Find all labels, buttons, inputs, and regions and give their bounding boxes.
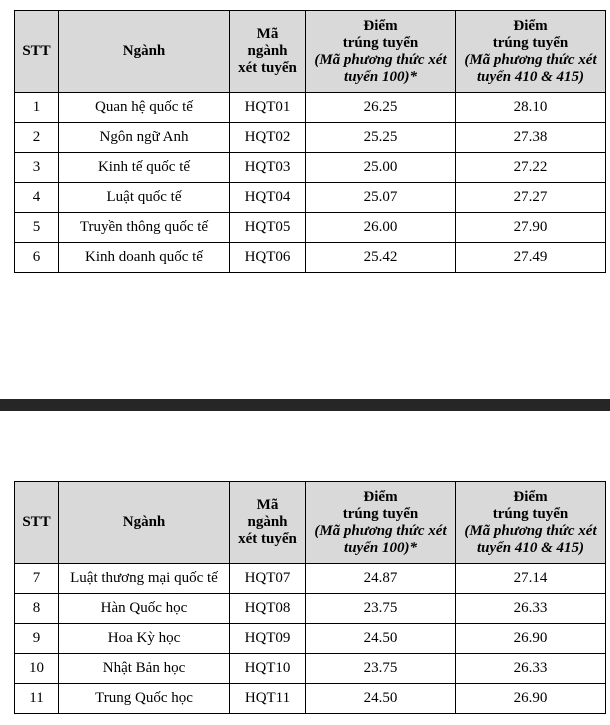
cell-diem-100: 23.75: [306, 594, 456, 624]
table-body-2: [15, 564, 606, 714]
cell-ma-nganh: HQT04: [230, 183, 306, 213]
cell-stt: 2: [15, 123, 59, 153]
cell-diem-100: 24.87: [306, 564, 456, 594]
cell-stt: 11: [15, 684, 59, 714]
cell-stt: 1: [15, 93, 59, 123]
table-body-1: [15, 93, 606, 273]
cell-nganh: Hàn Quốc học: [59, 594, 230, 624]
cell-diem-410-415: 27.27: [456, 183, 606, 213]
cell-diem-410-415: 27.38: [456, 123, 606, 153]
cell-ma-nganh: HQT09: [230, 624, 306, 654]
cell-diem-100: 25.00: [306, 153, 456, 183]
cell-ma-nganh: HQT05: [230, 213, 306, 243]
cell-nganh: Trung Quốc học: [59, 684, 230, 714]
table-row: [15, 594, 606, 624]
cell-ma-nganh: HQT07: [230, 564, 306, 594]
cell-ma-nganh: HQT08: [230, 594, 306, 624]
cell-diem-410-415: 27.14: [456, 564, 606, 594]
cell-diem-410-415: 26.90: [456, 684, 606, 714]
table-row: [15, 564, 606, 594]
table-row: [15, 654, 606, 684]
cell-diem-410-415: 26.33: [456, 654, 606, 684]
cell-diem-410-415: 28.10: [456, 93, 606, 123]
header-ma-nganh: Mã ngành xét tuyển: [230, 482, 306, 564]
cell-nganh: Kinh doanh quốc tế: [59, 243, 230, 273]
cell-stt: 9: [15, 624, 59, 654]
cell-stt: 7: [15, 564, 59, 594]
header-diem-100: Điểm trúng tuyển (Mã phương thức xét tuyển 100)*: [306, 482, 456, 564]
header-nganh: Ngành: [59, 11, 230, 93]
table-header-row: [15, 11, 606, 93]
header-stt: STT: [15, 482, 59, 564]
header-ma-nganh: Mã ngành xét tuyển: [230, 11, 306, 93]
cell-stt: 5: [15, 213, 59, 243]
table-row: [15, 183, 606, 213]
cell-diem-410-415: 27.49: [456, 243, 606, 273]
cell-diem-100: 23.75: [306, 654, 456, 684]
cell-diem-100: 24.50: [306, 624, 456, 654]
admission-score-table-1: [14, 10, 606, 273]
cell-diem-100: 25.07: [306, 183, 456, 213]
header-stt: STT: [15, 11, 59, 93]
table-row: [15, 123, 606, 153]
table-row: [15, 153, 606, 183]
cell-ma-nganh: HQT02: [230, 123, 306, 153]
cell-nganh: Truyền thông quốc tế: [59, 213, 230, 243]
cell-stt: 3: [15, 153, 59, 183]
cell-ma-nganh: HQT11: [230, 684, 306, 714]
cell-diem-100: 25.25: [306, 123, 456, 153]
table-row: [15, 624, 606, 654]
cell-stt: 6: [15, 243, 59, 273]
admission-score-table-2: [14, 481, 606, 714]
table-row: [15, 213, 606, 243]
cell-ma-nganh: HQT06: [230, 243, 306, 273]
cell-nganh: Quan hệ quốc tế: [59, 93, 230, 123]
table-row: [15, 93, 606, 123]
cell-diem-100: 25.42: [306, 243, 456, 273]
cell-diem-410-415: 26.90: [456, 624, 606, 654]
cell-stt: 8: [15, 594, 59, 624]
cell-diem-410-415: 26.33: [456, 594, 606, 624]
cell-ma-nganh: HQT10: [230, 654, 306, 684]
header-nganh: Ngành: [59, 482, 230, 564]
cell-ma-nganh: HQT01: [230, 93, 306, 123]
table-row: [15, 684, 606, 714]
cell-nganh: Luật thương mại quốc tế: [59, 564, 230, 594]
table-row: [15, 243, 606, 273]
cell-stt: 4: [15, 183, 59, 213]
cell-diem-100: 26.25: [306, 93, 456, 123]
header-diem-100: Điểm trúng tuyển (Mã phương thức xét tuyển 100)*: [306, 11, 456, 93]
cell-nganh: Hoa Kỳ học: [59, 624, 230, 654]
cell-diem-100: 26.00: [306, 213, 456, 243]
header-diem-410-415: Điểm trúng tuyển (Mã phương thức xét tuyển 410 & 415): [456, 482, 606, 564]
table-header-row: [15, 482, 606, 564]
header-diem-410-415: Điểm trúng tuyển (Mã phương thức xét tuyển 410 & 415): [456, 11, 606, 93]
cell-nganh: Luật quốc tế: [59, 183, 230, 213]
cell-ma-nganh: HQT03: [230, 153, 306, 183]
cell-nganh: Kinh tế quốc tế: [59, 153, 230, 183]
page-divider: [0, 399, 610, 411]
cell-stt: 10: [15, 654, 59, 684]
cell-nganh: Ngôn ngữ Anh: [59, 123, 230, 153]
cell-diem-100: 24.50: [306, 684, 456, 714]
cell-nganh: Nhật Bản học: [59, 654, 230, 684]
cell-diem-410-415: 27.90: [456, 213, 606, 243]
cell-diem-410-415: 27.22: [456, 153, 606, 183]
